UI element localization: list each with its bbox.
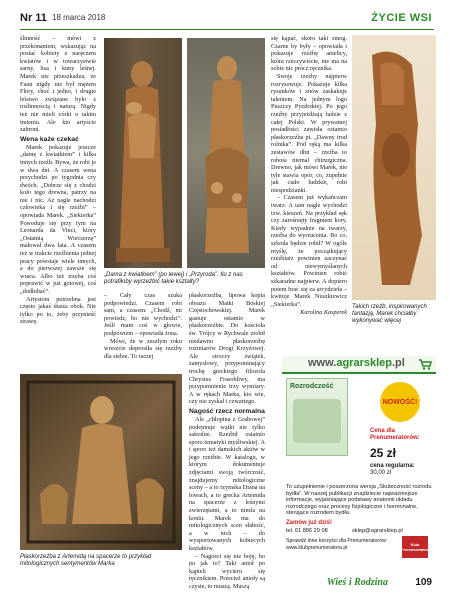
issue-number: Nr 11 bbox=[20, 12, 47, 24]
photo-artemida-plaskorzezba bbox=[20, 374, 182, 550]
agrarsklep-ad[interactable] bbox=[282, 356, 436, 576]
magazine-title: Rozrodczość bbox=[290, 383, 334, 390]
photo-dama-z-kwiatkiem bbox=[104, 38, 182, 268]
ad-description: To uzupełnienie i poszerzona wersja „Skuteczność rozrodu bydła”. W naszej publikacji znajdziecie najważniejsze informacje, wyjaśniające podstawy anatomii układu rozrodczego oraz procesy fizjologiczne i hormonalne, sterujące rozrodem bydła. bbox=[286, 484, 432, 517]
section-heading: Wena każe czekać bbox=[20, 135, 79, 143]
photo-caption: Płaskorzeźba z Artemidą na spacerze to przykład mitologicznych sentymentów Marka bbox=[20, 554, 152, 568]
ad-logo-bar bbox=[282, 356, 436, 374]
article-paragraph: Swoje rzeźby najpierw rozrysowuje. Pokazuje kilka rysunków i znów zaskakuje talentem. Na jednym logo Puszczy Pyzdrskiej. Po jego rzeźby przyjeżdżają ludzie z całej Polski. W prywatnej posiadłości zawisła ostatnio płaskorzeźba pt. „Dawny trud rolnika”. Pod ręką ma kilka zestawów dłut – rzeźba to robota niemal chirurgiczna. Drewno, jak mówi Marek, nie tyle stawia opór, co, zupełnie jak ciało ludzkie, robi niespodzianki. bbox=[271, 72, 347, 194]
section-heading: Nagość rzecz normalna bbox=[189, 407, 265, 415]
article-paragraph: – Czasem już wykańczam twarz. A tam nagle wychodzi tzw. kieszeń. Na przykład sęk czy zarośnięty fragment kory. Kiedy wypadnie na twarzy, rzeźba do wyrzucenia. Bo co, szkoda będzie robił? W ogóle myślę, że początkujący rzeźbiarz powinien zaczynać od niewymyślanych kształtów. Powinien robić szkaradne najpierw. A dopiero potem brać się za arcydzieła – kwituje Marek Nuszkiewicz „Siekierka”. bbox=[271, 194, 347, 308]
price: 25 zł bbox=[370, 446, 397, 460]
relief-carving-icon bbox=[20, 374, 182, 550]
article-column-2 bbox=[104, 292, 182, 366]
author-signature: Karolina Kasperek bbox=[300, 309, 347, 317]
article-column-3 bbox=[189, 292, 265, 590]
issue-date: 18 marca 2018 bbox=[52, 13, 106, 22]
page-number: 109 bbox=[415, 577, 432, 588]
article-paragraph: Mówi, że w zeszłym roku wreszcie doprosiła się rzeźby dla siebie. To raczej bbox=[104, 337, 182, 360]
magazine-cover[interactable] bbox=[286, 378, 348, 456]
sculpture-creature-icon bbox=[352, 35, 436, 300]
regular-price: 30,00 zł bbox=[370, 470, 392, 476]
photo-przyroda bbox=[187, 38, 265, 268]
article-paragraph: ślinność – mówi z przekonaniem, wskazując na postać kobiety z naręczem kwiatów i w towarzystwie sarny, lisa i kuny leśnej. Marek nie przeszkadza, że Faun nigdy nie był mężem Flory, choć i jedno, i drugie bóstwo związane było z roślinnością i naturą. Nigdy też nie mieli córki o takim imieniu. Ale kto artyście zabroni. bbox=[20, 35, 96, 134]
order-heading: Zamów już dziś! bbox=[286, 520, 333, 526]
photo-caption: „Dama z kwiatkiem” (po lewej) i „Przyroda”. Ilu z nas potrafiłoby wyrzeźbić takie kształty? bbox=[104, 272, 243, 286]
article-paragraph: płaskorzeźba, lipowa kopia obrazu Matki Boskiej Częstochowskiej. Marek gastuje ostatnio w płaskorzeźbie. Do kościoła św. Trójcy w Rychwale zrobił niedawno płaskorzeźbę rozmiarów Drogi Krzyżowej. Ale stroczy świątek, zamysłowy, przypominający trochę greckiego filozofa Chrystus Frasobliwy, ma przypomnienie trzy wymiary. A w rękach Marka, kto wie, czy nie zyskał i czwartego. bbox=[189, 292, 265, 406]
sculpture-figure-icon bbox=[187, 38, 265, 268]
photo-caption: Takich rzeźb, inspirowanych fantazją, Marek chciałby wykonywać więcej bbox=[352, 304, 427, 325]
club-logo: Klub Prenumeratora bbox=[402, 536, 428, 558]
magazine-name: Wieś i Rodzina bbox=[326, 577, 388, 588]
article-paragraph: Marek pokazuje jeszcze „damę z kwiatkiem” i kilka innych rzeźb. Bywa, że robi je w dwa dni. A czasem wena przychodzi po tygodnia czy dwóch. „Dobrze się z chodzi koło tego drewna, patrzy na nie i nic. Aż nagle nachodzi człowieka i się rzeźbi” – opowiada Marek. „Siekierka” Powoduje się przy tym na Leonarda da Vinci, który „Ostatnią Wieczerzę” malował dwa lata. A czasem też w trakcie rzeźbienia jednej pracy powstaje wiele innych, a do pierwszej zawsze się wraca. Albo też trzeba coś poprawić w już gotowej, coś „dodłubać”. bbox=[20, 143, 96, 295]
sculpture-figure-icon bbox=[104, 38, 182, 268]
order-phone[interactable]: tel. 61 886 29 08 bbox=[286, 528, 328, 534]
new-badge: NOWOŚĆ! bbox=[380, 382, 420, 422]
header-rule bbox=[20, 29, 434, 30]
price-label: Cena dla Prenumeratorów: bbox=[370, 428, 420, 441]
section-title: ŻYCIE WSI bbox=[371, 12, 432, 24]
article-paragraph: – Cały czas szuka podpowiedzi. Czasem robi sam, a czasem: „Chodź, mi powiedz, bo nie wychodzi”. Jeśli mam coś w głowie, podpowiem – opowiada żona. bbox=[104, 292, 182, 337]
article-paragraph: Artystom potrzebna jest często jakaś dusza obok. Nie tylko po to, żeby przynieść strawę. bbox=[20, 295, 96, 326]
article-paragraph: – Nagości się nie boję, bo po jak to? Taki anioł po kąpieli wycieru się ręcznikiem. Przecież anioły są czyste, to muszą. Muszą bbox=[189, 552, 265, 590]
club-text[interactable]: Sprawdź inne korzyści dla Prenumeratorów: www.klubprenumeratora.pl bbox=[286, 538, 388, 551]
article-column-1 bbox=[20, 35, 96, 367]
ad-logo-text: www.agrarsklep.pl bbox=[308, 357, 405, 369]
cow-image bbox=[293, 399, 341, 443]
photo-fantasy-sculpture bbox=[352, 35, 436, 300]
article-paragraph: się kąpać, skoro taki smog. Czarne by były – opowiada i pokazuje rzeźbę anielicy, która rzeczywiście, nie ma na sobie nic prócz ręcznika. bbox=[271, 35, 347, 73]
article-paragraph: Ale „chłopina z Grabowej” podejmuje wątki nie tylko sakralne. Rzeźbił ostatnio sporo tematyki myśliwskiej. A i sporo też damskich aktów w jego rzeźbie. W katalogu, w którym dokumentuje zdjęciami swoją twórczość, znajdujemy mitologiczne sceny – a to rzymska Diana na łowach, a to grecka Artemida na spacerze z leśnymi zwierzętami, a to nimfa na koniu. Marek ma do mitologicznych scen słabość, a w nich – do wysportowanych kobiecych kształtów. bbox=[189, 415, 265, 552]
article-column-4 bbox=[271, 35, 347, 351]
cart-icon bbox=[418, 358, 432, 370]
order-email[interactable]: sklep@agrarsklep.pl bbox=[352, 528, 403, 534]
regular-price-label: cena regularna: bbox=[370, 463, 415, 469]
